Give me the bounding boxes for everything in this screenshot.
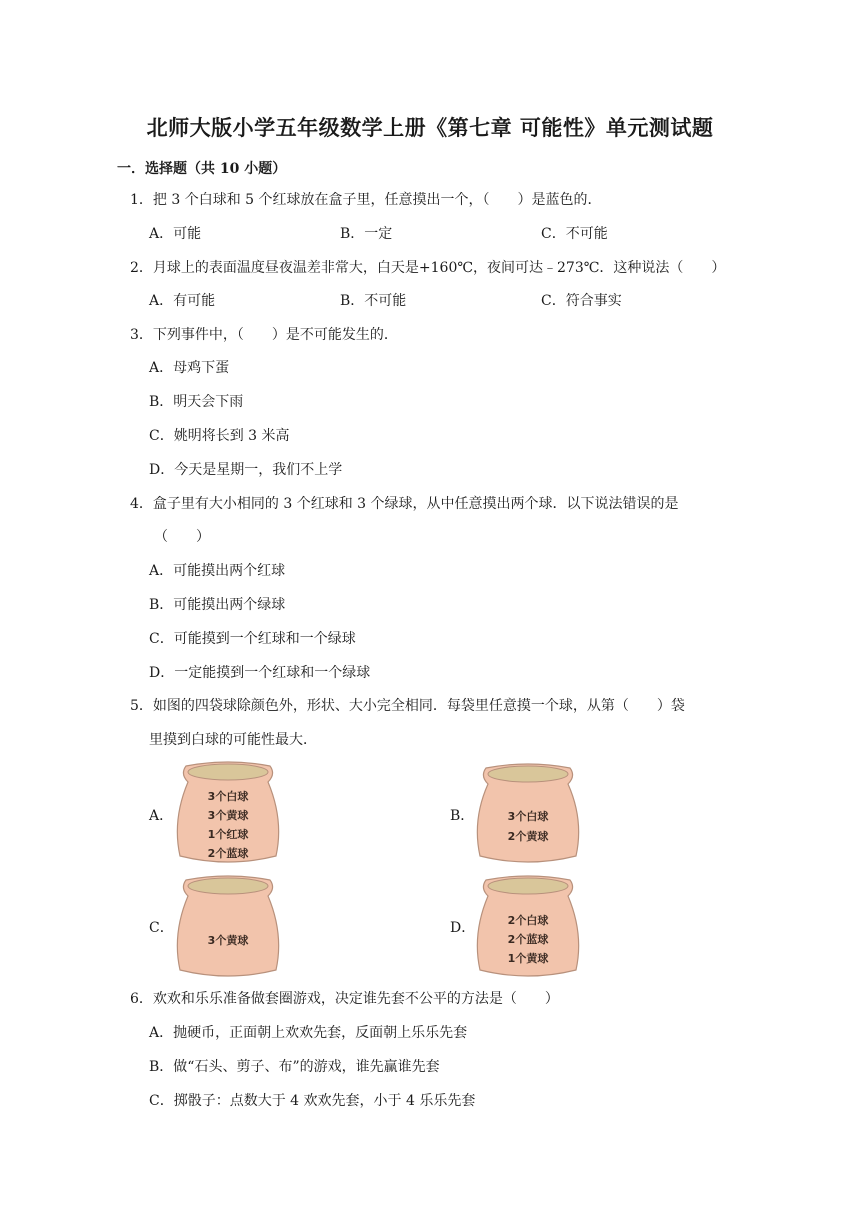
question-4-stem: 4．盒子里有大小相同的 3 个红球和 3 个绿球，从中任意摸出两个球．以下说法错误的是 [130,496,679,512]
q4-option-a: A．可能摸出两个红球 [149,563,286,579]
q1-option-c: C．不可能 [541,226,608,242]
q2-option-a: A．有可能 [149,293,216,309]
q6-option-b: B．做“石头、剪子、布”的游戏，谁先赢谁先套 [149,1059,440,1075]
section-heading: 一．选择题（共 10 小题） [117,161,287,177]
question-2-stem: 2．月球上的表面温度昼夜温差非常大，白天是+160℃，夜间可达﹣273℃．这种说法（ ） [130,260,726,276]
q2-option-b: B．不可能 [340,293,407,309]
ball-bag-d [472,872,584,980]
question-5-stem-cont: 里摸到白球的可能性最大． [149,732,317,748]
bag-c-label: C． [149,920,174,936]
ball-bag-b [472,760,584,866]
q6-option-c: C．掷骰子：点数大于 4 欢欢先套，小于 4 乐乐先套 [149,1093,476,1109]
q4-option-c: C．可能摸到一个红球和一个绿球 [149,631,356,647]
q1-option-a: A．可能 [149,226,202,242]
bag-d-line-1: 2个白球 [507,914,549,927]
ball-bag-a [172,760,284,866]
question-4-stem-cont: （ ） [154,529,210,545]
bag-d-label: D． [450,920,476,936]
q3-option-c: C．姚明将长到 3 米高 [149,428,290,444]
bag-a-line-3: 1个红球 [207,828,249,841]
bag-d-line-3: 1个黄球 [507,952,549,965]
q3-option-a: A．母鸡下蛋 [149,360,230,376]
q6-option-a: A．抛硬币，正面朝上欢欢先套，反面朝上乐乐先套 [149,1025,468,1041]
q3-option-d: D．今天是星期一，我们不上学 [149,462,343,478]
bag-b-line-2: 2个黄球 [507,830,549,843]
question-1-stem: 1．把 3 个白球和 5 个红球放在盒子里，任意摸出一个，（ ）是蓝色的． [130,192,602,208]
page-title: 北师大版小学五年级数学上册《第七章 可能性》单元测试题 [146,115,714,140]
bag-c-line-1: 3个黄球 [207,934,249,947]
q4-option-d: D．一定能摸到一个红球和一个绿球 [149,665,371,681]
q2-option-c: C．符合事实 [541,293,622,309]
bag-b-label: B． [450,808,475,824]
question-3-stem: 3．下列事件中，（ ）是不可能发生的． [130,327,398,343]
bag-a-line-2: 3个黄球 [207,809,249,822]
bag-a-label: A． [149,808,174,824]
bag-a-line-4: 2个蓝球 [207,847,249,860]
bag-d-line-2: 2个蓝球 [507,933,549,946]
q4-option-b: B．可能摸出两个绿球 [149,597,286,613]
q1-option-b: B．一定 [340,226,393,242]
bag-b-line-1: 3个白球 [507,810,549,823]
q3-option-b: B．明天会下雨 [149,394,244,410]
bag-a-line-1: 3个白球 [207,790,249,803]
question-6-stem: 6．欢欢和乐乐准备做套圈游戏，决定谁先套不公平的方法是（ ） [130,991,559,1007]
ball-bag-c [172,872,284,980]
question-5-stem: 5．如图的四袋球除颜色外，形状、大小完全相同．每袋里任意摸一个球，从第（ ）袋 [130,698,685,714]
